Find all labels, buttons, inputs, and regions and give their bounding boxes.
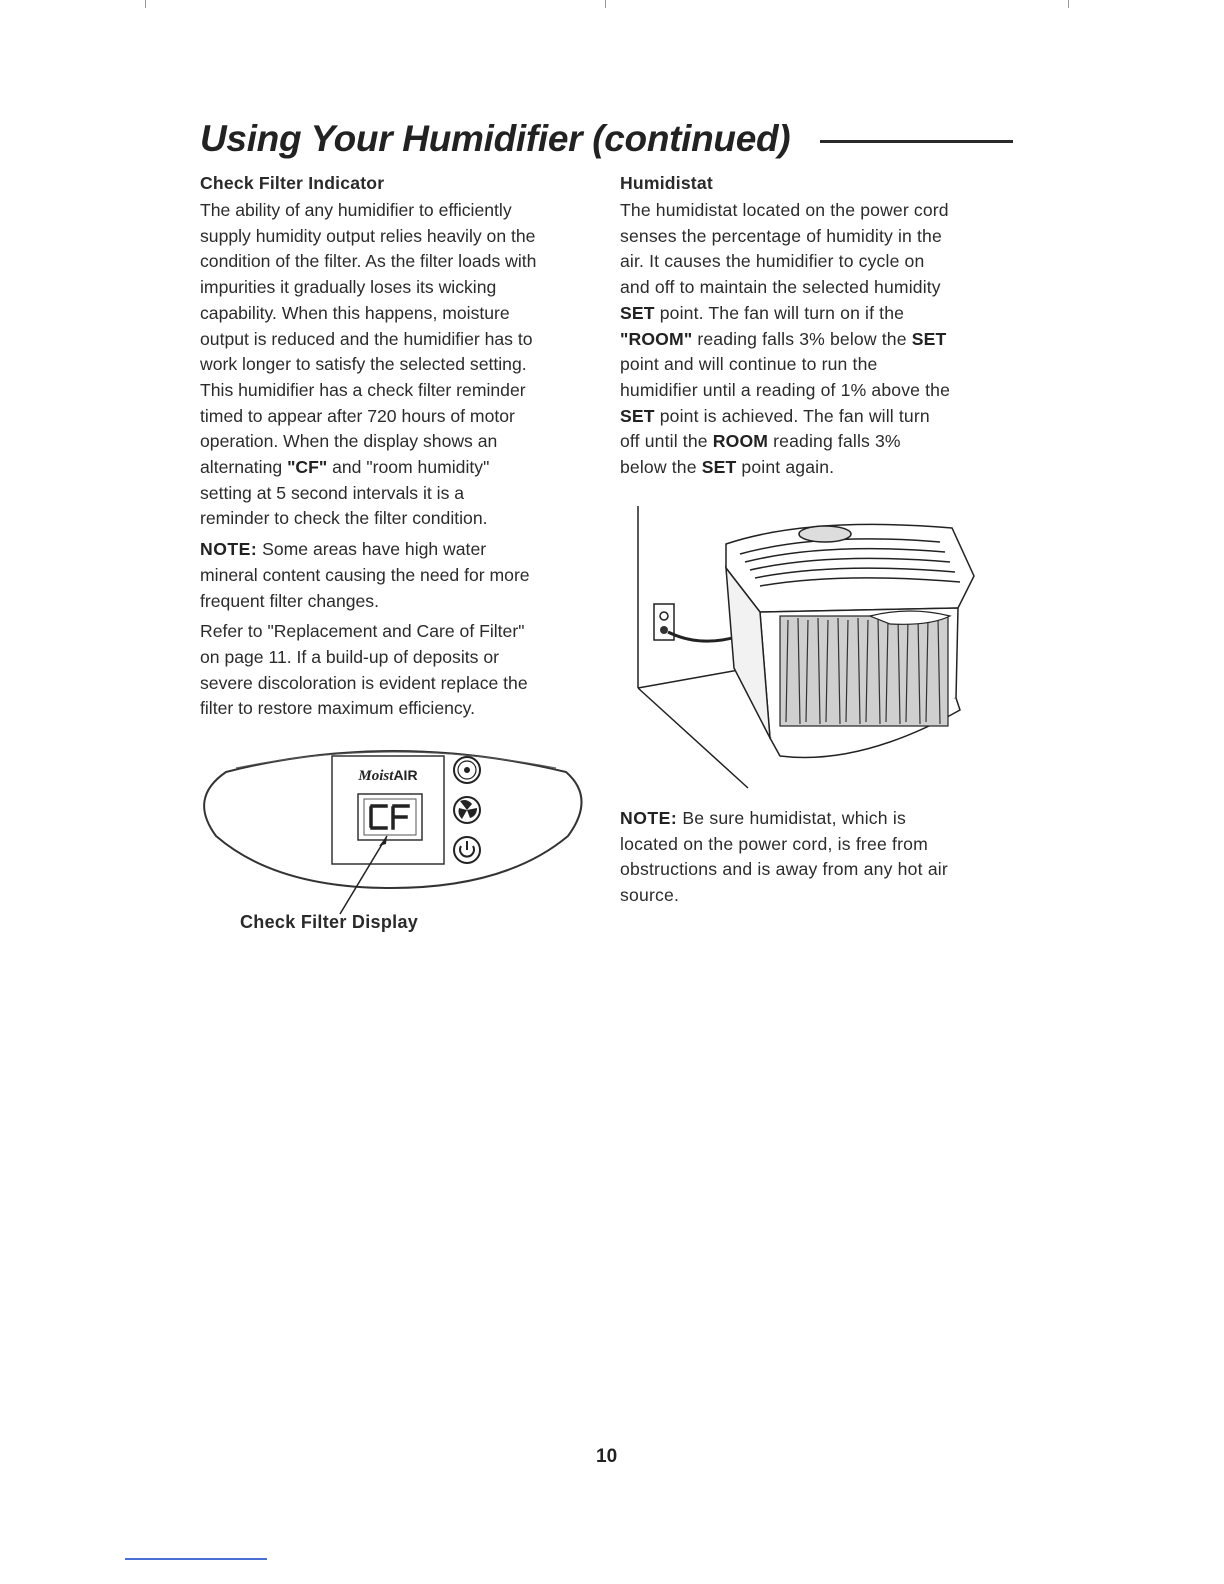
humidistat-text-1: The humidistat located on the power cord senses the percentage of humidity in the air. It causes the humidifier to cycle on and off to maintain the selected humidity [620,200,949,298]
filter-pattern [780,616,948,726]
humidistat-text-4: point and will continue to run the humidifier until a reading of 1% above the [620,354,951,400]
page-number: 10 [596,1446,618,1467]
replacement-paragraph: Refer to "Replacement and Care of Filter" on page 11. If a build-up of deposits or severe discoloration is evident replace the filter to restore maximum efficiency. [200,621,528,719]
crop-mark-center [605,0,606,8]
power-icon [454,837,480,863]
check-filter-text-b: and "room humidity" setting at 5 second intervals it is a reminder to check the filter condition. [200,457,490,529]
check-filter-paragraph [200,198,605,532]
cf-code: "CF" [287,457,328,478]
humidistat-paragraph [620,198,1025,481]
pointer-line [340,836,387,914]
note-text: Some areas have high water mineral content causing the need for more frequent filter changes. [200,539,530,611]
set-term: SET [701,457,737,478]
mineral-note [200,537,605,614]
room-term: "ROOM" [620,328,693,349]
humidistat-text-3: reading falls 3% below the [692,328,912,349]
room-term: ROOM [712,431,769,452]
set-term: SET [620,302,655,323]
title-rule [820,140,1013,143]
control-panel-figure [196,738,586,918]
humidistat-text-5: point is achieved. The fan will turn off until the [620,405,930,452]
note-label: NOTE: [620,808,678,828]
humidistat-text-7: point again. [736,457,835,478]
set-term: SET [620,405,655,426]
power-cord-icon [668,632,740,641]
display-window [358,794,422,840]
check-filter-text-a: The ability of any humidifier to efficiently supply humidity output relies heavily on the condition of the filter. As the filter loads with impurities it gradually loses its wicking capability. When this happens, moisture output is reduced and the humidifier has to work longer to satisfy the selected setting. This humidifier has a check filter reminder timed to appear after 720 hours of motor operation. When the display shows an alternating [200,200,537,478]
humidistat-text-2: point. The fan will turn on if the [659,302,905,323]
check-filter-caption: Check Filter Display [240,912,419,932]
set-term: SET [911,328,947,349]
brand-logo: MoistAIR [358,767,418,784]
right-column [620,170,1025,486]
humidistat-heading: Humidistat [620,173,713,193]
page-title: Using Your Humidifier (continued) [200,118,791,159]
fan-icon [454,797,480,823]
check-filter-heading: Check Filter Indicator [200,173,385,193]
crop-mark-right [1068,0,1069,8]
humidifier-figure [630,498,990,798]
humidistat-note [620,806,1020,909]
left-column [200,170,605,727]
note-text: Be sure humidistat, which is located on the power cord, is free from obstructions and is away from any hot air source. [620,808,948,906]
footer-link-underline[interactable] [125,1558,267,1560]
humidistat-text-6: reading falls 3% below the [620,431,901,478]
cf-segment-display [371,806,408,828]
crop-mark-left [145,0,146,8]
humidity-icon [454,757,480,783]
note-label: NOTE: [200,539,258,560]
